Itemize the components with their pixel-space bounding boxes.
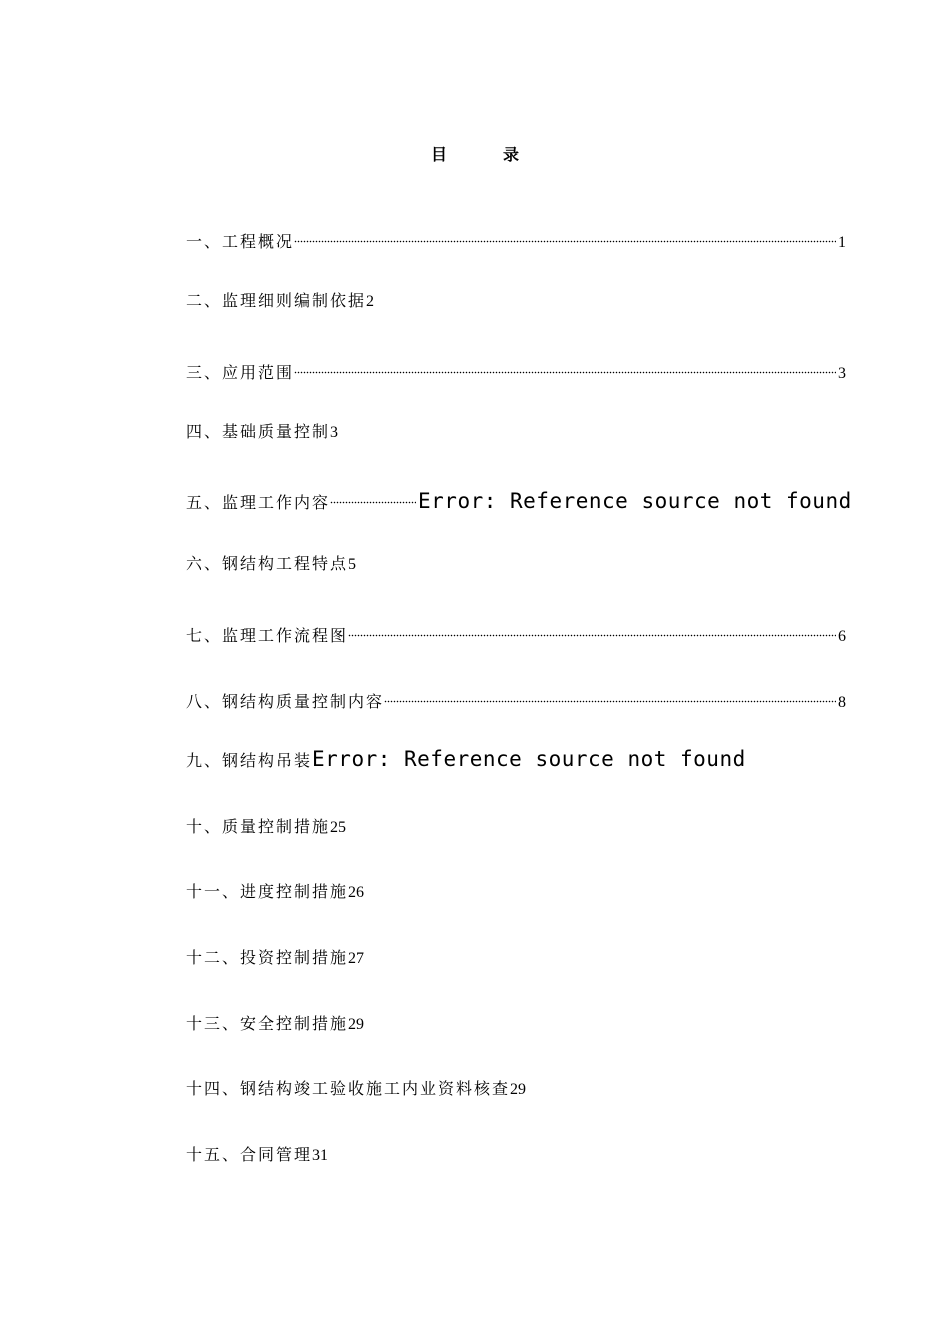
toc-leader-dots — [348, 617, 836, 641]
toc-entry[interactable] — [186, 1077, 526, 1101]
toc-entry-label: 六、钢结构工程特点 — [186, 554, 349, 573]
toc-entry-page: 27 — [348, 950, 365, 967]
toc-entry[interactable] — [186, 683, 846, 711]
toc-entry-page: 29 — [348, 1016, 365, 1033]
toc-entry-label: 一、工程概况 — [186, 232, 295, 251]
toc-entry[interactable] — [186, 946, 364, 970]
toc-entry[interactable] — [186, 617, 846, 645]
toc-entry[interactable] — [186, 1143, 328, 1167]
toc-leader-dots — [330, 484, 416, 508]
toc-entry-label: 十、质量控制措施 — [186, 817, 331, 836]
toc-entry-label: 十一、进度控制措施 — [186, 882, 349, 901]
toc-entry[interactable] — [186, 747, 746, 771]
toc-entry-label: 四、基础质量控制 — [186, 422, 331, 441]
toc-entry-page-error: Error: Reference source not found — [418, 489, 852, 513]
toc-title-char-1: 目 — [430, 145, 447, 164]
toc-entry-label: 十五、合同管理 — [186, 1145, 313, 1164]
toc-leader-dots — [294, 354, 836, 378]
toc-entry-label: 十二、投资控制措施 — [186, 948, 349, 967]
toc-entry-label: 七、监理工作流程图 — [186, 626, 349, 645]
toc-entry[interactable] — [186, 484, 852, 513]
toc-entry-label: 八、钢结构质量控制内容 — [186, 692, 385, 711]
toc-entry[interactable] — [186, 552, 356, 576]
toc-entry-page: 25 — [330, 819, 347, 836]
toc-entry-page: 5 — [348, 556, 357, 573]
toc-entry-page: 3 — [330, 424, 339, 441]
toc-entry[interactable] — [186, 1012, 364, 1036]
toc-entry-page: 29 — [510, 1081, 527, 1098]
toc-title-char-2: 录 — [503, 145, 520, 164]
toc-entry-page: 6 — [838, 628, 846, 645]
toc-entry-page: 1 — [838, 234, 846, 251]
toc-entry[interactable] — [186, 354, 846, 382]
toc-leader-dots — [384, 683, 836, 707]
toc-entry-page: 8 — [838, 694, 846, 711]
toc-entry-page: 26 — [348, 884, 365, 901]
toc-entry-label: 三、应用范围 — [186, 363, 295, 382]
toc-entry-label: 二、监理细则编制依据 — [186, 291, 367, 310]
toc-entry-label: 十四、钢结构竣工验收施工内业资料核查 — [186, 1079, 511, 1098]
toc-entry-page: 3 — [838, 365, 846, 382]
toc-entry[interactable] — [186, 223, 846, 251]
toc-entry-page: 31 — [312, 1147, 329, 1164]
toc-entry-page: 2 — [366, 293, 375, 310]
toc-entry-label: 五、监理工作内容 — [186, 493, 331, 512]
toc-entry[interactable] — [186, 815, 346, 839]
toc-leader-dots — [294, 223, 836, 247]
toc-entry-label: 九、钢结构吊装 — [186, 751, 313, 770]
toc-entry[interactable] — [186, 420, 338, 444]
toc-entry-label: 十三、安全控制措施 — [186, 1014, 349, 1033]
toc-entry[interactable] — [186, 880, 364, 904]
toc-title — [0, 142, 950, 165]
toc-entry[interactable] — [186, 289, 374, 313]
toc-entry-page-error: Error: Reference source not found — [312, 747, 746, 771]
